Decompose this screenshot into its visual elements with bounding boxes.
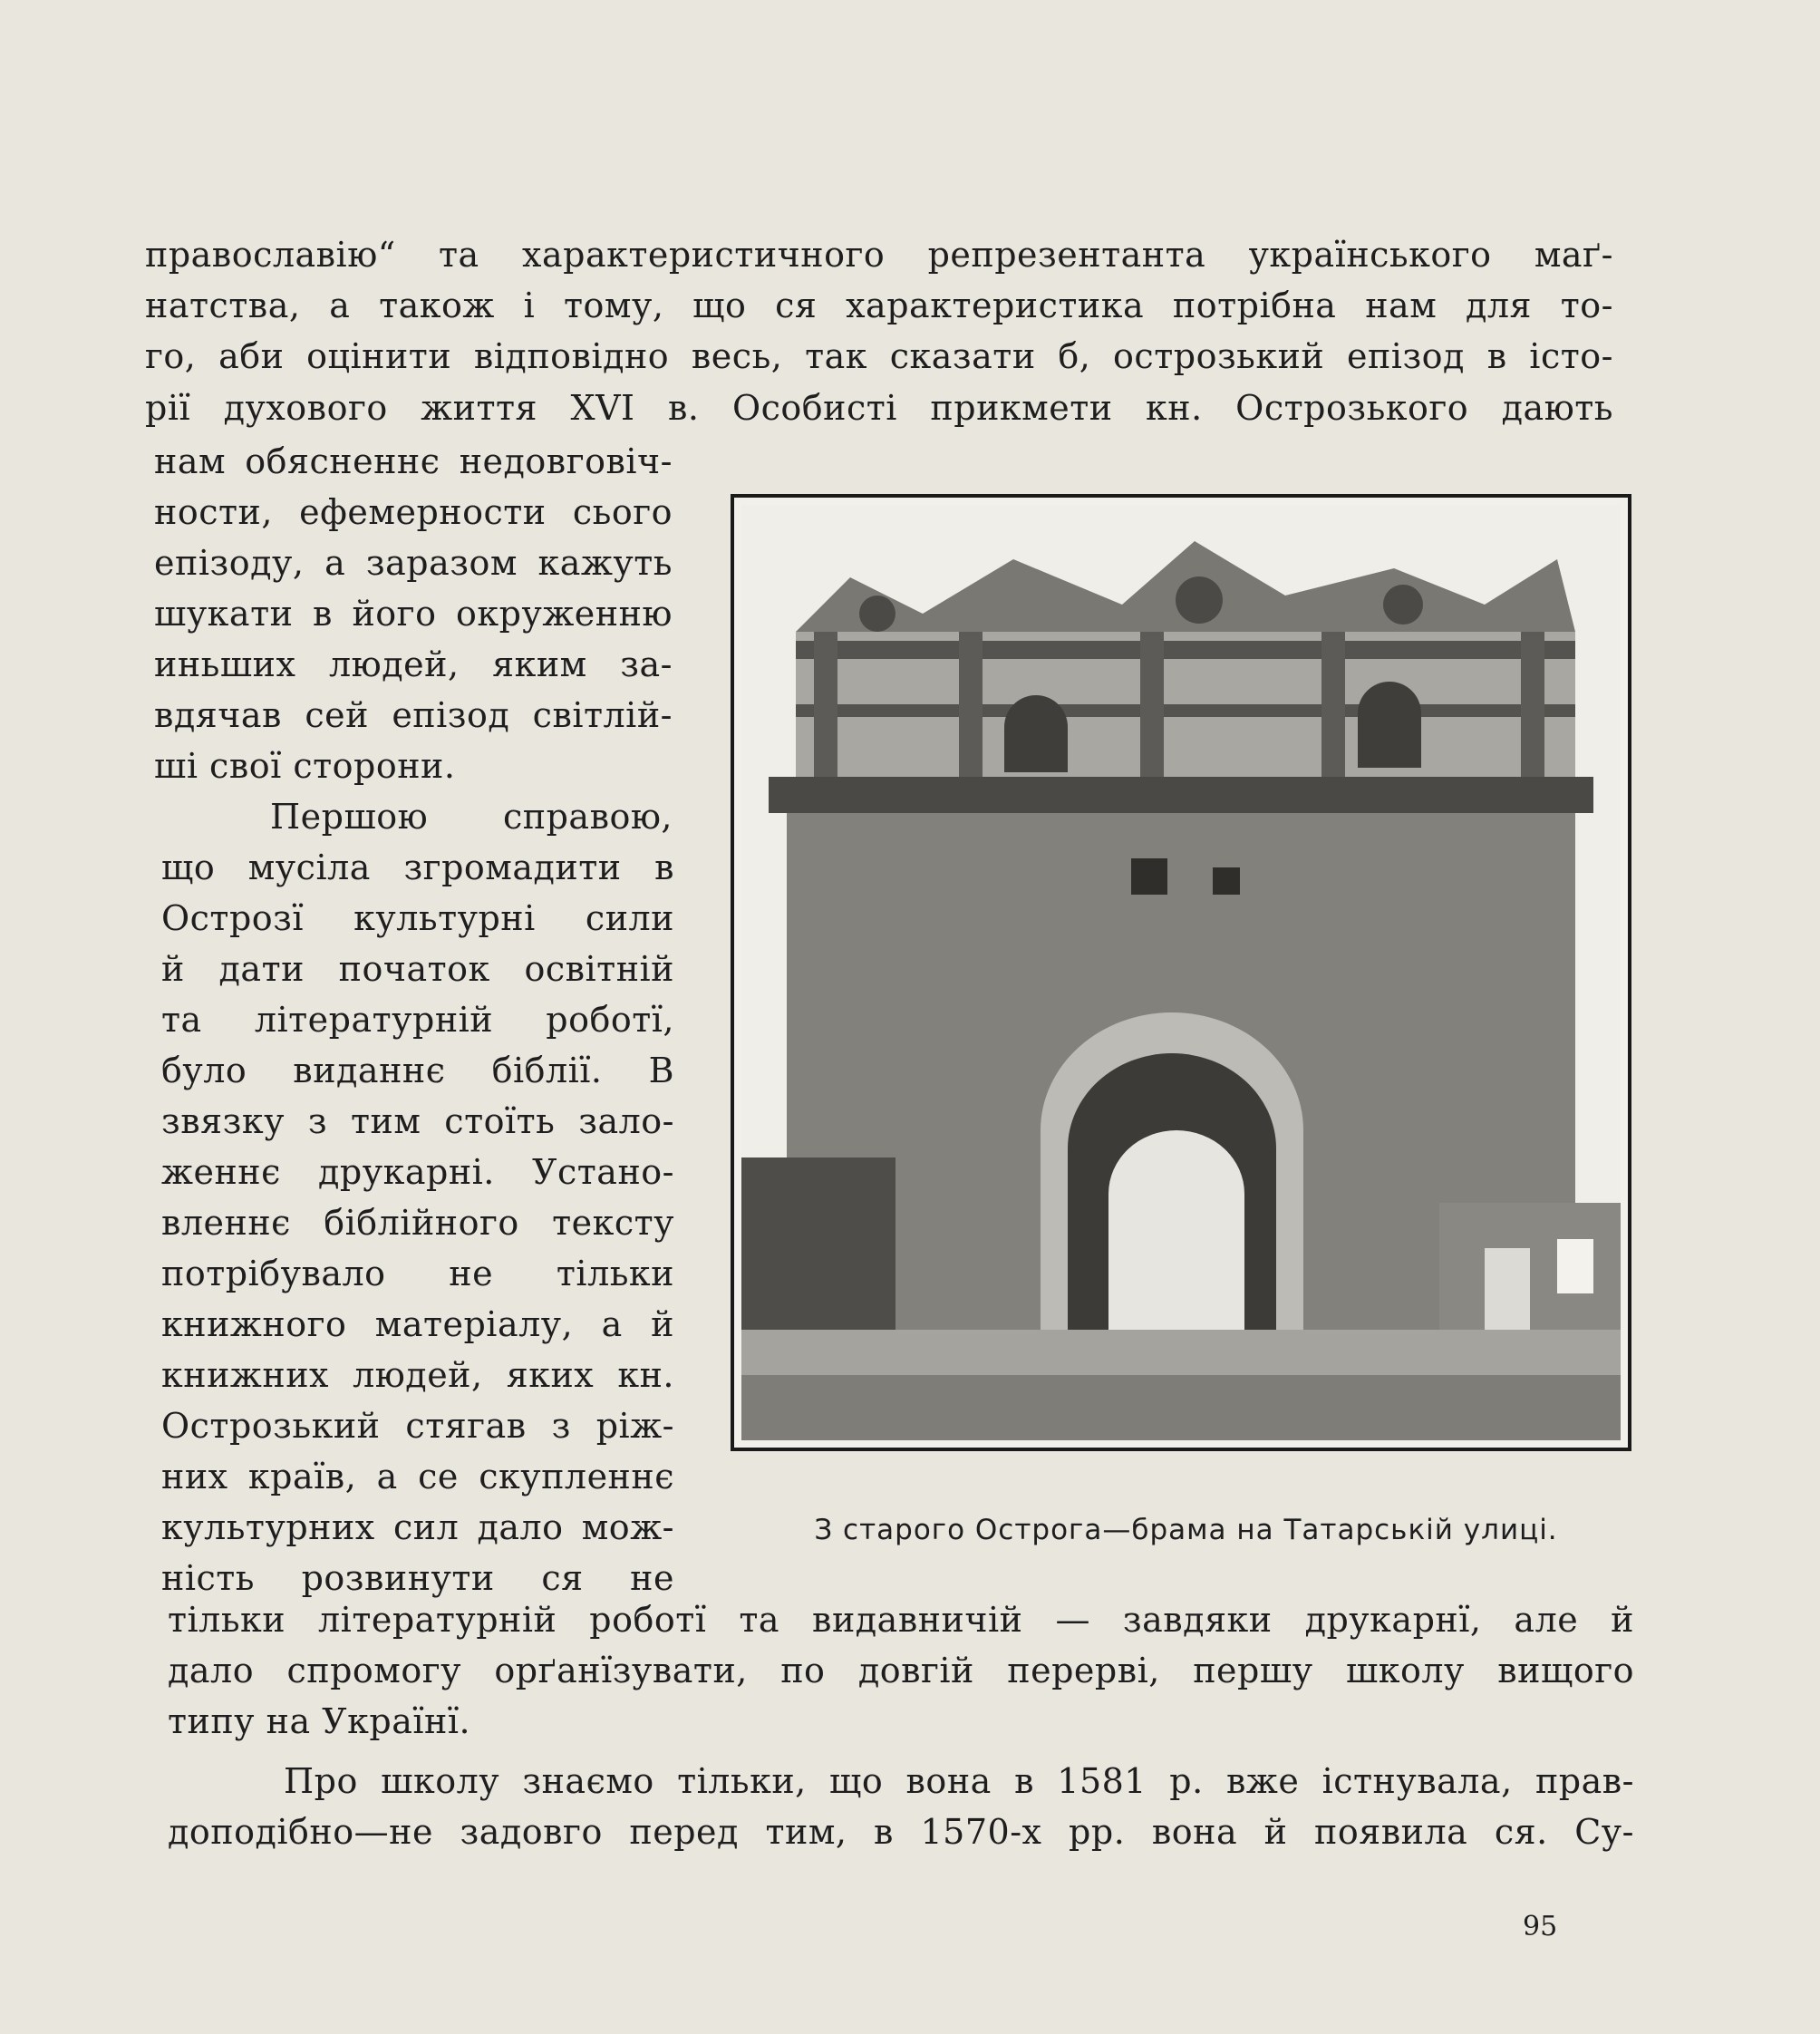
text-line: ности, ефемерности сього <box>154 492 673 532</box>
text-line: го, аби оцінити відповідно весь, так сказати б, острозький епізод в істо- <box>145 336 1613 376</box>
text-line: потрібувало не тільки <box>161 1254 674 1293</box>
text-line: звязку з тим стоїть зало- <box>161 1101 674 1141</box>
gate-photograph <box>731 494 1631 1451</box>
text-line: культурних сил дало мож- <box>161 1507 674 1547</box>
paragraph-start-line: Першою справою, <box>270 797 673 837</box>
page-number: 95 <box>1523 1911 1558 1942</box>
text-line: та літературній роботї, <box>161 1000 674 1040</box>
text-line: натства, а також і тому, що ся характеристика потрібна нам для то- <box>145 286 1613 325</box>
text-line: тільки літературній роботї та видавничій — завдяки друкарнї, але й <box>168 1600 1634 1640</box>
text-line: дало спромогу орґанїзувати, по довгій перерві, першу школу вищого <box>168 1651 1634 1690</box>
text-line: типу на Українї. <box>168 1701 471 1741</box>
text-line: Острозї культурні сили <box>161 898 674 938</box>
text-line: було виданнє біблії. В <box>161 1051 674 1090</box>
paragraph-start-line: Про школу знаємо тільки, що вона в 1581 р. вже істнувала, прав- <box>284 1761 1634 1801</box>
text-line: шукати в його окруженню <box>154 594 673 634</box>
text-line: доподібно—не задовго перед тим, в 1570-х рр. вона й появила ся. Су- <box>168 1812 1634 1852</box>
text-line: ність розвинути ся не <box>161 1558 674 1598</box>
text-line: що мусіла згромадити в <box>161 848 674 887</box>
text-line: православію“ та характеристичного репрезентанта українського маґ- <box>145 235 1613 275</box>
text-line: епізоду, а заразом кажуть <box>154 543 673 583</box>
text-line: ші свої сторони. <box>154 746 456 786</box>
text-line: Острозький стягав з ріж- <box>161 1406 674 1446</box>
text-line: них країв, а се скупленнє <box>161 1457 674 1496</box>
text-line: нам обясненнє недовговіч- <box>154 441 673 481</box>
text-line: вдячав сей епізод світлій- <box>154 695 673 735</box>
text-line: книжного матеріалу, а й <box>161 1304 674 1344</box>
text-line: рії духового життя XVI в. Особисті прикмети кн. Острозького дають <box>145 388 1613 428</box>
gate-illustration <box>741 505 1621 1440</box>
figure-caption: З старого Острога—брама на Татарській улиці. <box>814 1514 1558 1546</box>
text-line: иньших людей, яким за- <box>154 644 673 684</box>
text-line: вленнє біблійного тексту <box>161 1203 674 1243</box>
text-line: женнє друкарні. Устано- <box>161 1152 674 1192</box>
text-line: й дати початок освітній <box>161 949 674 989</box>
text-line: книжних людей, яких кн. <box>161 1355 674 1395</box>
